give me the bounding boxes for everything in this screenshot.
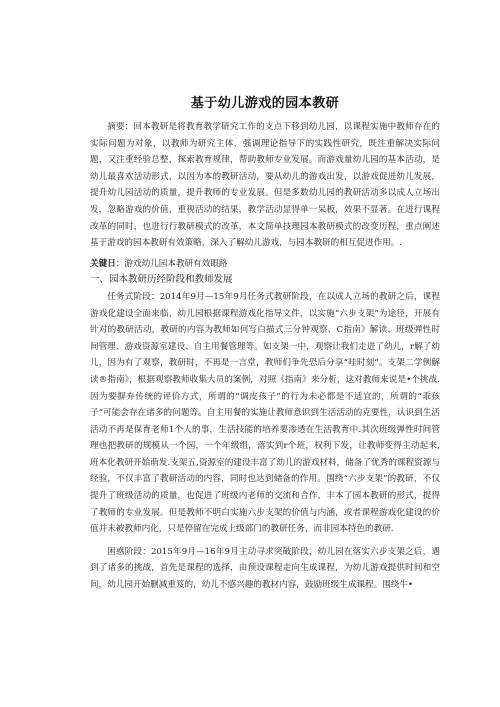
abstract-paragraph: 摘要：回本教研是将教育教学研究工作的支点下移到幼儿园，以课程实施中教师存在的实际问题为对象，以教师为研究主体，强调理论指导下的实践性研究，既注重解决实际问题，又注重经验总整，探索教育规律，帮助教师专业发展。而游戏量幼儿园的基本活动，是幼儿最喜欢活动形式，以因为本的教研活动，要从幼儿的游戏出发，以游戏促进幼儿发展，提升幼儿园活动的质量，提升教师的专业发展。但是多数幼儿园的教研活动多以成人立场出发，忽略游戏的价值，重视活动的结果，教学活动显得单一呆板，效果不显著。在进行课程改革的同时，也进行行教研模式的改革，本文简单技理园本教研模式的改变历程，重点阐述基于游戏的园本教研有效策略，深入了解幼儿游戏，与园本教研的相互促进作用。. [90,122,440,249]
task-stage-paragraph: 任务式阶段：2014年9月—15年9月任务式教研阶段，在以成人立场的教研之后，课程游戏化建设全面来临，幼儿园根据课程游戏化指导文件，以实施“六步支架”为途径，开展有针对的教研活动，教研的内容为教师如何写白描式三分钟观察、C指南》解读、班级弹性时间管理、游戏资源室建设、自主用餐管理等。如支架一中，观察让我们走进了幼儿，r解了幼儿，因为有了观察，教研时，不再是一言堂，教师们争先恐后分享“哇时刻”。支架二学例解读®指南》，根据观察教师收集大员的案例，对照《指南》来分析，这对教师来说是•个挑战.因为要摒弃传统的评价方式，所谓的“调皮孩子”的行为未必都是不适宜的，所谓的“乖孩子”可能会存在诸多的问题等。自主用餐的实施让教师意识到生活活动的克要性，认识到生活活动不再是保育老师1个人的事，生活技能的培养要渗透在生活教育中.其次班级弹性时间管理也把教研的规模从一个园，一个年级组，落实到r个班，权利下发，让教师变得主动起来,班本化教研开始萌发.支架五,资源室的建设丰富了幼儿的游戏材料，储备了优秀的课程资源与经验，不仅丰富了教研活动的内容，同时也达到储备的作用。围绕“六步支架”的教研，不仅提升了班级活动的质量，也促进了班级内老师的交流和合作，丰本了园本教研的形式，提得了教师的专业发展。但是教师不明白实施六步支架的价值与内涵，或者课程游戏化建设的价值并未被教师内化，只是停留在完成上级部门的教研任务，而非园本特色的教研. [90,291,440,535]
keywords-line [90,256,440,273]
section-heading-1: 一、园本教研历经阶段和教师发展 [90,274,233,286]
keywords-text: ：游戏幼儿园本教研有效眼路 [115,258,228,269]
confusion-stage-paragraph: 困惑阶段：2015年9月—16年9月主动寻求突破阶段，幼儿园在落实六步支架之后，遇到了诸多的挑战，首先是课程的选择，由预设课程走向生成课程，为幼儿游戏提供时间和空间，幼儿园开始删减重笈的，幼儿不感兴趣的教材内容，鼓励班级生成课程。围绕牛• [90,546,440,591]
keywords-label: 关键日 [90,258,116,269]
document-title: 基于幼儿游戏的园本教研 [190,96,340,111]
